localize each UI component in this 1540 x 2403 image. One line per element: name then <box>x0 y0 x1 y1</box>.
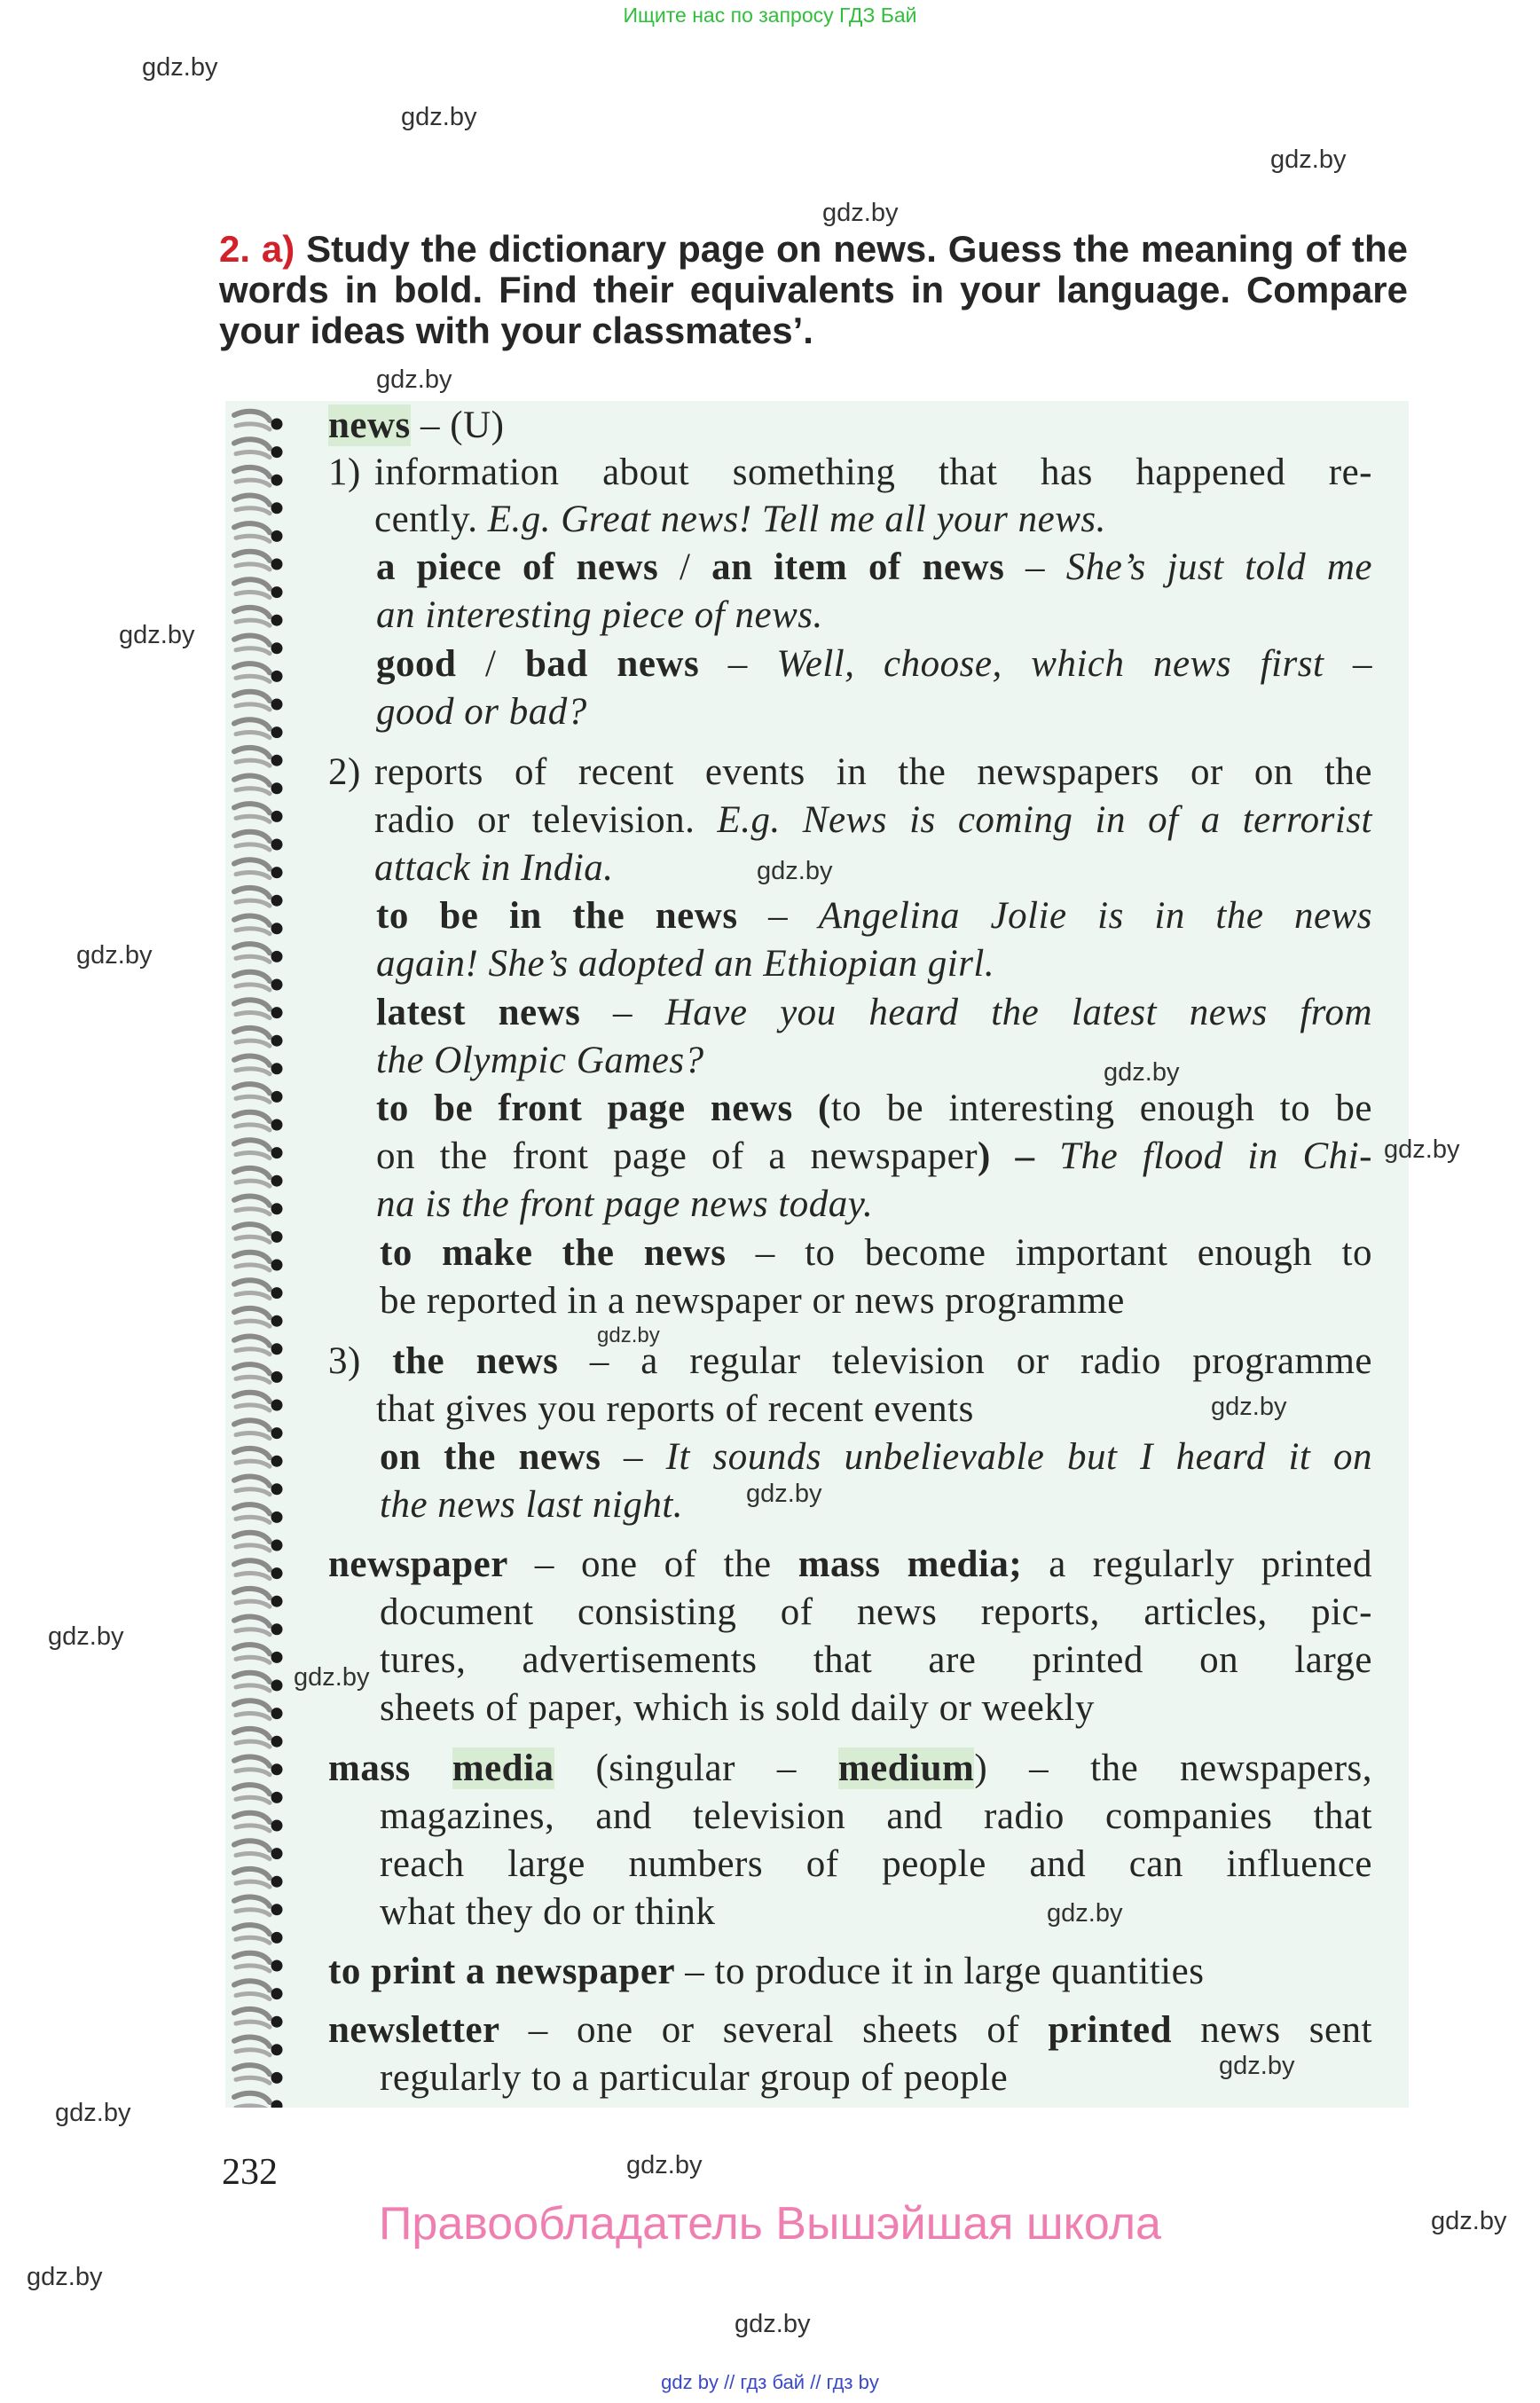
phrase-in-the-news <box>376 892 1372 940</box>
entry-definition: – one or several sheets of <box>499 2009 1049 2051</box>
watermark: gdz.by <box>1431 2207 1507 2235</box>
entry-newsletter-l2: regularly to a particular group of people <box>380 2057 1009 2099</box>
watermark: gdz.by <box>1104 1058 1180 1087</box>
sense-2-example-text: attack in India. <box>374 847 614 889</box>
phrase-good-bad-news-cont <box>376 688 587 736</box>
entry-definition: – one of the <box>507 1543 798 1585</box>
spiral-coil <box>234 1224 283 1243</box>
phrase-example: The flood in Chi- <box>1059 1135 1372 1177</box>
watermark: gdz.by <box>1384 1135 1460 1164</box>
watermark: gdz.by <box>27 2263 103 2291</box>
headword-news: news <box>328 404 411 446</box>
spiral-coil <box>234 916 283 935</box>
spiral-coil <box>234 748 283 766</box>
watermark: gdz.by <box>735 2310 811 2338</box>
spiral-coil <box>234 2009 283 2028</box>
headword-print: to print a newspaper <box>328 1951 676 1992</box>
phrase-bold: bad news <box>525 643 700 685</box>
spiral-coil <box>234 1897 283 1916</box>
entry-newspaper <box>328 1541 1372 1589</box>
spiral-coil <box>234 1140 283 1158</box>
spiral-coil <box>234 664 283 682</box>
sense-1-example <box>374 496 1106 544</box>
spiral-coil <box>234 1981 283 1999</box>
phrase-piece-of-news-cont <box>376 592 823 640</box>
sense-2-definition: reports of recent events in the newspapers or on the <box>374 751 1372 793</box>
watermark: gdz.by <box>626 2151 703 2179</box>
phrase-on-the-news-cont <box>380 1481 683 1529</box>
watermark: gdz.by <box>1211 1393 1287 1421</box>
spiral-coil <box>234 579 283 598</box>
headword-mass: mass <box>328 1747 452 1789</box>
spiral-coil <box>234 1925 283 1944</box>
spiral-coil <box>234 1533 283 1551</box>
sense-2-example-text: E.g. News is coming in of a terrorist <box>717 799 1372 841</box>
watermark: gdz.by <box>746 1480 822 1508</box>
spiral-coil <box>234 1869 283 1888</box>
sense-1-def-end: cently. <box>374 499 488 540</box>
phrase-example: an interesting piece of news. <box>376 594 823 636</box>
entry-mass-media <box>328 1745 1372 1793</box>
phrase-dash: – <box>737 895 819 937</box>
spiral-coil <box>234 496 283 514</box>
phrase-latest-news-cont <box>376 1037 704 1085</box>
spiral-coil <box>234 2093 283 2108</box>
phrase-example: She’s just told me <box>1065 546 1372 588</box>
phrase-bold: an item of news <box>711 546 1005 588</box>
phrase-front-page-news-cont2 <box>376 1181 873 1229</box>
phrase-front-page-news-cont <box>376 1133 1372 1181</box>
spiral-coil <box>234 692 283 711</box>
spiral-coil <box>234 1364 283 1383</box>
spiral-coil <box>234 1337 283 1355</box>
phrase-make-the-news <box>380 1229 1372 1277</box>
phrase-example: Have you heard the latest news from <box>664 992 1372 1033</box>
spiral-coil <box>234 1560 283 1579</box>
entry-newspaper-l4: sheets of paper, which is sold daily or weekly <box>380 1687 1095 1729</box>
watermark: gdz.by <box>48 1622 124 1651</box>
phrase-example: the news last night. <box>380 1484 684 1526</box>
phrase-bold: on the news <box>380 1436 601 1478</box>
sense-3 <box>328 1338 1372 1386</box>
spiral-coil <box>234 1084 283 1103</box>
task-number: 2. <box>219 228 251 270</box>
task-part: a) <box>261 228 295 270</box>
spiral-coil <box>234 804 283 822</box>
spiral-coil <box>234 1393 283 1411</box>
watermark: gdz.by <box>597 1323 660 1347</box>
phrase-bold: good <box>376 643 457 685</box>
phrase-bold: to be front page news ( <box>376 1088 831 1129</box>
phrase-bold: the news <box>360 1340 559 1382</box>
entry-mass-media-l2: magazines, and television and radio companies that <box>380 1795 1372 1837</box>
spiral-coil <box>234 1785 283 1803</box>
headword-medium: medium <box>837 1747 975 1789</box>
headword-news-grammar: – (U) <box>410 404 505 446</box>
spiral-coil <box>234 1589 283 1607</box>
spiral-coil <box>234 776 283 795</box>
phrase-example: the Olympic Games? <box>376 1040 704 1081</box>
phrase-bold: to be in the news <box>376 895 738 937</box>
task-text: Study the dictionary page on news. Guess the meaning of the words in bold. Find their equivalents in your language. Compare your ideas with your classmates’. <box>219 228 1408 351</box>
sense-2-example-cont <box>374 844 614 892</box>
phrase-dash: – <box>699 643 777 685</box>
phrase-example: good or bad? <box>376 691 587 733</box>
phrase-bold: to make the news <box>380 1232 727 1274</box>
watermark: gdz.by <box>55 2099 131 2127</box>
entry-newspaper-l2: document consisting of news reports, articles, pic- <box>380 1591 1372 1633</box>
phrase-dash: – <box>601 1436 666 1478</box>
spiral-coil <box>234 1028 283 1047</box>
spiral-coil <box>234 832 283 851</box>
spiral-coil <box>234 1504 283 1523</box>
spiral-coil <box>234 1308 283 1327</box>
spiral-coil <box>234 2038 283 2056</box>
watermark: gdz.by <box>119 621 195 649</box>
headword-newsletter: newsletter <box>328 2009 500 2051</box>
spiral-coil <box>234 523 283 542</box>
watermark: gdz.by <box>376 365 452 394</box>
spiral-coil <box>234 1953 283 1972</box>
sense-2-def-end: radio or television. <box>374 799 718 841</box>
spiral-coil <box>234 1056 283 1075</box>
entry-definition: – to produce it in large quantities <box>675 1951 1205 1992</box>
sense-3-definition: – a regular television or radio programme <box>558 1340 1372 1382</box>
entry-newsletter <box>328 2006 1372 2054</box>
spiral-binding-icon <box>225 401 296 2108</box>
watermark: gdz.by <box>822 199 899 227</box>
spiral-coil <box>234 1112 283 1131</box>
entry-definition: ) – the newspapers, <box>974 1747 1372 1789</box>
spiral-coil <box>234 1700 283 1719</box>
watermark: gdz.by <box>142 53 218 82</box>
spiral-coil <box>234 552 283 570</box>
phrase-latest-news <box>376 989 1372 1037</box>
phrase-sep: / <box>658 546 712 588</box>
spiral-coil <box>234 1813 283 1832</box>
phrase-good-bad-news <box>376 640 1372 688</box>
phrase-in-the-news-cont <box>376 940 994 988</box>
spiral-coil <box>234 1645 283 1663</box>
watermark: gdz.by <box>76 941 153 970</box>
spiral-coil <box>234 1420 283 1439</box>
spiral-coil <box>234 1841 283 1859</box>
spiral-coil <box>234 608 283 626</box>
watermark: gdz.by <box>1047 1899 1123 1928</box>
spiral-coil <box>234 860 283 878</box>
sense-2-example <box>374 797 1372 844</box>
spiral-coil <box>234 439 283 458</box>
spiral-coil <box>234 1197 283 1215</box>
spiral-coil <box>234 888 283 907</box>
phrase-make-the-news-cont: be reported in a newspaper or news programme <box>380 1280 1125 1322</box>
sense-1-example-text: E.g. Great news! Tell me all your news. <box>487 499 1106 540</box>
spiral-coil <box>234 1729 283 1747</box>
spiral-coil <box>234 1168 283 1187</box>
phrase-bold: a piece of news <box>376 546 659 588</box>
entry-print-newspaper <box>328 1948 1204 1996</box>
watermark: gdz.by <box>1219 2052 1295 2080</box>
spiral-coil <box>234 1253 283 1271</box>
phrase-dash: ) – <box>978 1135 1060 1177</box>
sense-2-number: 2) <box>328 751 361 793</box>
copyright-holder: Правообладатель Вышэйшая школа <box>379 2198 1161 2250</box>
phrase-bold: mass media; <box>798 1543 1023 1585</box>
phrase-example: na is the front page news today. <box>376 1183 874 1225</box>
phrase-example: Well, choose, which news first – <box>776 643 1373 685</box>
phrase-dash: – <box>580 992 665 1033</box>
search-hint-link[interactable]: Ищите нас по запросу ГДЗ Бай <box>623 4 917 27</box>
watermark: gdz.by <box>401 103 477 131</box>
spiral-coil <box>234 412 283 430</box>
phrase-dash: – <box>1004 546 1066 588</box>
watermark: gdz.by <box>294 1663 370 1692</box>
spiral-coil <box>234 2065 283 2084</box>
phrase-on-the-news <box>380 1433 1372 1481</box>
phrase-bold: latest news <box>376 992 581 1033</box>
page-number: 232 <box>222 2152 278 2193</box>
sense-3-definition-cont: that gives you reports of recent events <box>376 1388 974 1430</box>
sense-1-definition: information about something that has happened re- <box>374 452 1372 493</box>
spiral-coil <box>234 1000 283 1018</box>
phrase-front-page-news <box>376 1085 1372 1133</box>
spiral-coil <box>234 1617 283 1636</box>
phrase-bold: printed <box>1048 2009 1173 2051</box>
task-instruction <box>219 229 1408 351</box>
entry-mass-media-l3: reach large numbers of people and can influence <box>380 1843 1372 1885</box>
phrase-definition: on the front page of a newspaper <box>376 1135 978 1177</box>
spiral-coil <box>234 1673 283 1692</box>
footer-links[interactable]: gdz by // гдз бай // гдз by <box>661 2371 879 2393</box>
spiral-coil <box>234 467 283 486</box>
spiral-coil <box>234 1757 283 1776</box>
entry-definition: news sent <box>1172 2009 1372 2051</box>
spiral-coil <box>234 1280 283 1299</box>
phrase-example: It sounds unbelievable but I heard it on <box>665 1436 1372 1478</box>
phrase-sep: / <box>456 643 526 685</box>
entry-newspaper-l3: tures, advertisements that are printed on large <box>380 1639 1372 1681</box>
sense-3-number: 3) <box>328 1340 361 1382</box>
spiral-coil <box>234 1449 283 1467</box>
entry-definition: a regularly printed <box>1022 1543 1373 1585</box>
entry-news-headword <box>328 402 505 450</box>
phrase-piece-of-news <box>376 544 1372 592</box>
headword-media: media <box>452 1747 554 1789</box>
spiral-coil <box>234 719 283 738</box>
spiral-coil <box>234 944 283 962</box>
phrase-example: Angelina Jolie is in the news <box>818 895 1372 937</box>
spiral-coil <box>234 1477 283 1496</box>
entry-definition: (singular – <box>554 1747 838 1789</box>
watermark: gdz.by <box>1270 145 1347 174</box>
spiral-coil <box>234 972 283 991</box>
watermark: gdz.by <box>757 857 833 885</box>
headword-newspaper: newspaper <box>328 1543 508 1585</box>
spiral-coil <box>234 636 283 655</box>
sense-1-number: 1) <box>328 452 361 493</box>
entry-mass-media-l4: what they do or think <box>380 1891 716 1933</box>
phrase-definition: – to become important enough to <box>726 1232 1373 1274</box>
phrase-example: again! She’s adopted an Ethiopian girl. <box>376 943 995 985</box>
phrase-definition: to be interesting enough to be <box>830 1088 1372 1129</box>
